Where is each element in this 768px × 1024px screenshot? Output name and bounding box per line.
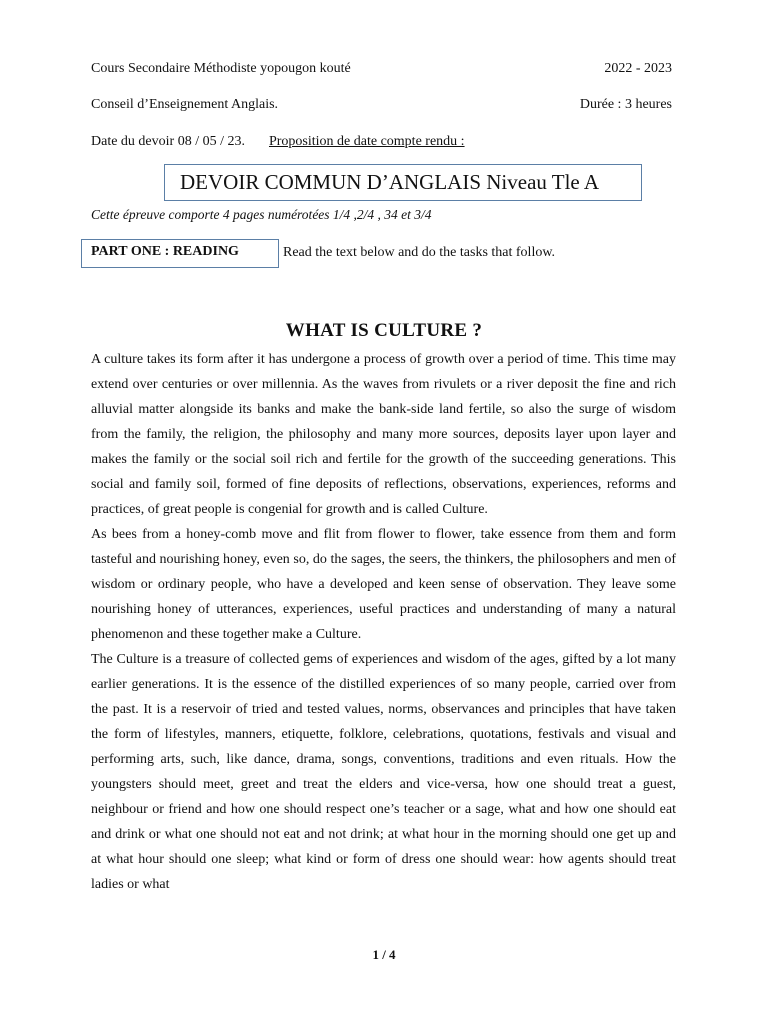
exam-date: Date du devoir 08 / 05 / 23. — [91, 134, 245, 149]
date-row — [91, 134, 465, 150]
page-number: 1 / 4 — [372, 947, 396, 962]
pages-note: Cette épreuve comporte 4 pages numérotées 1/4 ,2/4 , 34 et 3/4 — [91, 207, 432, 222]
feedback-date-label: Proposition de date compte rendu : — [268, 134, 465, 149]
paragraph: The Culture is a treasure of collected gems of experiences and wisdom of the ages, gifted by a lot many earlier generations. It is the essence of the distilled experiences of so many people, carried over from the past. It is a reservoir of tried and tested values, norms, observances and principles that have taken the form of lifestyles, manners, etiquette, folklore, celebrations, quotations, festivals and visual and performing arts, such, like dance, drama, songs, conventions, traditions and even rituals. How the youngsters should meet, greet and treat the elders and vice-versa, how one should treat a guest, neighbour or friend and how one should respect one’s teacher or a sage, what and how one should eat and drink or what one should not eat and not drink; at what hour in the morning should one get up and at what hour should one sleep; what kind or form of dress one should wear: how agents should treat ladies or what — [91, 652, 676, 892]
council-name: Conseil d’Enseignement Anglais. — [91, 97, 279, 112]
exam-title-box — [164, 164, 642, 201]
paragraph: As bees from a honey-comb move and flit from flower to flower, take essence from them and form tasteful and nourishing honey, even so, do the sages, the seers, the thinkers, the philosophers and men of wisdom or ordinary people, who have a developed and keen sense of observation. They leave some nourishing honey of utterances, experiences, useful practices and understanding of many a natural phenomenon and these together make a Culture. — [91, 527, 676, 642]
article-body — [91, 347, 676, 897]
school-year: 2022 - 2023 — [604, 61, 672, 76]
paragraph: A culture takes its form after it has undergone a process of growth over a period of time. This time may extend over centuries or over millennia. As the waves from rivulets or a river deposit the fine and rich alluvial matter alongside its banks and make the bank-side land fertile, so also the surge of wisdom from the family, the religion, the philosophy and many more sources, deposits layer upon layer and makes the family or the social soil rich and fertile for the growth of the succeeding generations. This social and family soil, formed of fine deposits of reflections, observations, experiences, reforms and practices, of great people is congenial for growth and is called Culture. — [91, 352, 676, 517]
part-label-box — [81, 239, 279, 268]
exam-duration: Durée : 3 heures — [579, 97, 672, 112]
part-label: PART ONE : READING — [91, 244, 239, 259]
exam-title: DEVOIR COMMUN D’ANGLAIS Niveau Tle A — [180, 170, 599, 194]
part-instruction: Read the text below and do the tasks that follow. — [283, 245, 556, 260]
article-title: WHAT IS CULTURE ? — [285, 320, 483, 341]
school-name: Cours Secondaire Méthodiste yopougon kouté — [91, 61, 351, 76]
